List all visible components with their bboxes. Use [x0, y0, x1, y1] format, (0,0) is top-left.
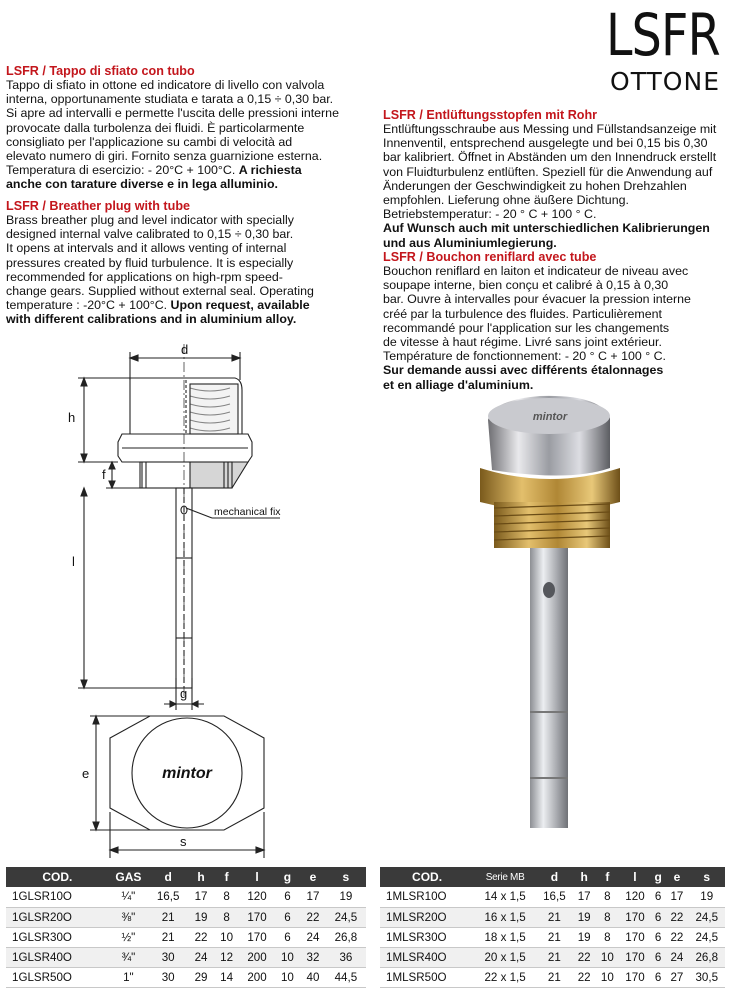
table-cell: 10: [275, 967, 301, 987]
table-cell: 40: [300, 967, 326, 987]
table-cell: ⅜": [109, 907, 148, 927]
table-cell: 21: [536, 927, 572, 947]
table-cell: 170: [619, 907, 651, 927]
table-cell: 1": [109, 967, 148, 987]
table-cell: ¾": [109, 947, 148, 967]
table-cell: 21: [536, 907, 572, 927]
text-line: Tappo di sfiato in ottone ed indicatore di livello con valvola: [6, 78, 325, 92]
table-cell: 8: [596, 927, 619, 947]
table-cell: 30: [148, 947, 188, 967]
col-header: g: [651, 867, 665, 887]
table-cell: 6: [651, 887, 665, 907]
table-cell: 6: [275, 927, 301, 947]
text-line: empfohlen. Lieferung ohne äußere Dichtung.: [383, 193, 629, 208]
label-s: s: [180, 834, 187, 849]
col-header: s: [326, 867, 366, 887]
table-cell: 120: [619, 887, 651, 907]
table-cell: 27: [665, 967, 688, 987]
text-line: soupape interne, bien conçu et calibré à 0,15 à 0,30: [383, 278, 669, 293]
bold-text: Upon request, available: [170, 298, 310, 313]
table-row: [6, 927, 366, 947]
table-cell: 6: [651, 927, 665, 947]
product-photo: [470, 390, 650, 830]
table-cell: 10: [596, 967, 619, 987]
table-row: [6, 907, 366, 927]
section-title: LSFR / Bouchon reniflard avec tube: [383, 250, 597, 264]
table-cell: 22: [665, 907, 688, 927]
table-cell: 19: [573, 907, 596, 927]
text-line: Bouchon reniflard en laiton et indicateur de niveau avec: [383, 264, 689, 278]
table-cell: 26,8: [689, 947, 726, 967]
table-cell: 1MLSR50O: [380, 967, 474, 987]
table-cell: 8: [214, 887, 240, 907]
text-line: provocate dalla turbolenza dei fluidi. È particolarmente: [6, 120, 305, 135]
table-cell: 16,5: [148, 887, 188, 907]
table-cell: 6: [275, 887, 301, 907]
brass-thread: [494, 502, 610, 548]
table-cell: 170: [619, 967, 651, 987]
bold-text: with different calibrations and in aluminium alloy.: [6, 312, 297, 327]
text-line: [383, 221, 728, 235]
text-span: temperature : -20°C + 100°C.: [6, 298, 168, 313]
col-header: l: [619, 867, 651, 887]
table-row: [6, 887, 366, 907]
table-cell: 26,8: [326, 927, 366, 947]
table-cell: 30: [148, 967, 188, 987]
table-cell: 6: [651, 967, 665, 987]
table-cell: 24,5: [326, 907, 366, 927]
table-cell: 20 x 1,5: [474, 947, 536, 967]
col-header: l: [239, 867, 274, 887]
text-line: consigliato per l'applicazione su cambi di velocità ad: [6, 134, 293, 149]
table-cell: 19: [573, 927, 596, 947]
table-cell: 24,5: [689, 927, 726, 947]
table-cell: 6: [651, 947, 665, 967]
label-h: h: [68, 410, 76, 425]
table-cell: 8: [596, 887, 619, 907]
table-cell: 17: [573, 887, 596, 907]
bold-text: Sur demande aussi avec différents étalonnages: [383, 363, 664, 378]
table-row: [380, 947, 725, 967]
table-cell: 14: [214, 967, 240, 987]
description-english: [6, 199, 376, 327]
table-cell: 22 x 1,5: [474, 967, 536, 987]
table-cell: 21: [148, 907, 188, 927]
table-cell: 18 x 1,5: [474, 927, 536, 947]
table-cell: 19: [326, 887, 366, 907]
col-header: e: [665, 867, 688, 887]
text-line: recommended for applications on high-rpm speed-: [6, 269, 283, 284]
table-cell: 8: [596, 907, 619, 927]
table-row: [6, 967, 366, 987]
table-row: [380, 907, 725, 927]
text-span: Temperatura di esercizio: - 20°C + 100°C.: [6, 163, 236, 178]
table-cell: 44,5: [326, 967, 366, 987]
bold-text: Auf Wunsch auch mit unterschiedlichen Kalibrierungen: [383, 221, 710, 236]
table-cell: 24: [665, 947, 688, 967]
table-cell: 170: [239, 927, 274, 947]
technical-drawing: [0, 338, 380, 858]
table-cell: 6: [651, 907, 665, 927]
col-header: GAS: [109, 867, 148, 887]
text-line: Brass breather plug and level indicator with specially: [6, 213, 294, 227]
col-header: Serie MB: [474, 867, 536, 887]
mechanical-fix-callout: mechanical fix: [214, 506, 281, 518]
table-cell: 1MLSR20O: [380, 907, 474, 927]
table-cell: 12: [214, 947, 240, 967]
col-header: d: [536, 867, 572, 887]
table-cell: 1GLSR20O: [6, 907, 109, 927]
text-line: [6, 163, 376, 177]
label-f: f: [102, 467, 106, 482]
table-cell: 1MLSR10O: [380, 887, 474, 907]
table-cell: 1GLSR40O: [6, 947, 109, 967]
table-cell: 8: [214, 907, 240, 927]
table-cell: 200: [239, 967, 274, 987]
text-line: de vitesse à haut régime. Livré sans joint extérieur.: [383, 335, 662, 350]
spec-table-metric: [380, 867, 725, 988]
label-d: d: [181, 342, 189, 357]
text-line: [6, 177, 376, 191]
col-header: COD.: [6, 867, 109, 887]
cap-logo: mintor: [532, 411, 568, 423]
table-cell: 21: [148, 927, 188, 947]
table-cell: 1GLSR50O: [6, 967, 109, 987]
table-cell: ¼": [109, 887, 148, 907]
text-line: pressures created by fluid turbulence. It is especially: [6, 255, 294, 270]
table-cell: 21: [536, 967, 572, 987]
label-e: e: [82, 766, 90, 781]
table-cell: 22: [573, 947, 596, 967]
table-cell: 10: [275, 947, 301, 967]
logo-mark: mintor: [162, 765, 212, 782]
text-line: It opens at intervals and it allows venting of internal: [6, 241, 287, 256]
text-line: [383, 236, 728, 250]
table-cell: 32: [300, 947, 326, 967]
text-line: von Fluidturbulenz entlüften. Speziell für die Anwendung auf: [383, 164, 713, 179]
table-cell: 1GLSR10O: [6, 887, 109, 907]
text-line: bar kalibriert. Öffnet in Abständen um den Innendruck erstellt: [383, 150, 717, 165]
text-line: Innenventil, entsprechend ausgelegte und bei 0,15 bis 0,30: [383, 136, 708, 151]
bold-text: anche con tarature diverse e in lega alluminio.: [6, 177, 278, 192]
label-g: g: [180, 686, 188, 701]
description-german: [383, 108, 728, 250]
table-cell: 120: [239, 887, 274, 907]
table-cell: 170: [619, 947, 651, 967]
text-line: bar. Ouvre à intervalles pour évacuer la pression interne: [383, 292, 691, 307]
table-cell: ½": [109, 927, 148, 947]
text-line: recommandé pour l'application sur les changements: [383, 320, 670, 335]
text-line: [383, 363, 728, 377]
table-cell: 24,5: [689, 907, 726, 927]
description-italian: [6, 64, 376, 192]
table-cell: 19: [689, 887, 726, 907]
text-line: [6, 312, 376, 326]
table-cell: 16 x 1,5: [474, 907, 536, 927]
table-cell: 170: [239, 907, 274, 927]
table-cell: 22: [573, 967, 596, 987]
text-line: [6, 298, 376, 312]
table-cell: 22: [300, 907, 326, 927]
table-cell: 36: [326, 947, 366, 967]
table-cell: 21: [536, 947, 572, 967]
table-cell: 24: [300, 927, 326, 947]
text-line: Température de fonctionnement: - 20 ° C + 100 ° C.: [383, 349, 666, 364]
label-l: l: [72, 554, 75, 569]
table-cell: 24: [188, 947, 214, 967]
table-cell: 1GLSR30O: [6, 927, 109, 947]
table-cell: 170: [619, 927, 651, 947]
col-header: f: [214, 867, 240, 887]
text-line: designed internal valve calibrated to 0,15 ÷ 0,30 bar.: [6, 227, 294, 242]
product-material: OTTONE: [610, 67, 720, 96]
table-header-row: [6, 867, 366, 887]
text-line: Änderungen der Geschwindigkeit zu hohen Drehzahlen: [383, 178, 687, 193]
bold-text: et en alliage d'aluminium.: [383, 377, 534, 392]
bold-text: und aus Aluminiumlegierung.: [383, 235, 557, 250]
col-header: COD.: [380, 867, 474, 887]
description-french: [383, 250, 728, 392]
bold-text: A richiesta: [238, 163, 302, 178]
text-line: créé par la turbulence des fluides. Particulièrement: [383, 306, 662, 321]
table-cell: 29: [188, 967, 214, 987]
table-cell: 30,5: [689, 967, 726, 987]
col-header: h: [573, 867, 596, 887]
col-header: s: [689, 867, 726, 887]
table-cell: 200: [239, 947, 274, 967]
table-cell: 19: [188, 907, 214, 927]
text-line: change gears. Supplied without external seal. Operating: [6, 284, 314, 299]
section-title: LSFR / Entlüftungsstopfen mit Rohr: [383, 108, 598, 122]
table-cell: 22: [665, 927, 688, 947]
table-cell: 10: [214, 927, 240, 947]
table-cell: 6: [275, 907, 301, 927]
text-line: Si apre ad intervalli e permette l'uscita delle pressioni interne: [6, 106, 339, 121]
table-cell: 10: [596, 947, 619, 967]
col-header: e: [300, 867, 326, 887]
text-line: elevato numero di giri. Fornito senza guarnizione esterna.: [6, 149, 323, 164]
text-line: Betriebstemperatur: - 20 ° C + 100 ° C.: [383, 207, 597, 222]
table-cell: 17: [300, 887, 326, 907]
col-header: d: [148, 867, 188, 887]
table-row: [6, 947, 366, 967]
table-header-row: [380, 867, 725, 887]
table-cell: 1MLSR40O: [380, 947, 474, 967]
col-header: h: [188, 867, 214, 887]
section-title: LSFR / Breather plug with tube: [6, 199, 191, 213]
col-header: f: [596, 867, 619, 887]
table-cell: 22: [188, 927, 214, 947]
table-cell: 16,5: [536, 887, 572, 907]
text-line: Entlüftungsschraube aus Messing und Füllstandsanzeige mit: [383, 122, 717, 136]
table-cell: 17: [188, 887, 214, 907]
brand-header: [581, 1, 720, 96]
product-code: LSFR: [606, 1, 720, 69]
text-line: interna, opportunamente studiata e tarata a 0,15 ÷ 0,30 bar.: [6, 92, 334, 107]
spec-table-gas: [6, 867, 366, 988]
table-row: [380, 967, 725, 987]
table-row: [380, 927, 725, 947]
col-header: g: [275, 867, 301, 887]
table-row: [380, 887, 725, 907]
table-cell: 1MLSR30O: [380, 927, 474, 947]
table-cell: 14 x 1,5: [474, 887, 536, 907]
table-cell: 17: [665, 887, 688, 907]
section-title: LSFR / Tappo di sfiato con tubo: [6, 64, 195, 78]
